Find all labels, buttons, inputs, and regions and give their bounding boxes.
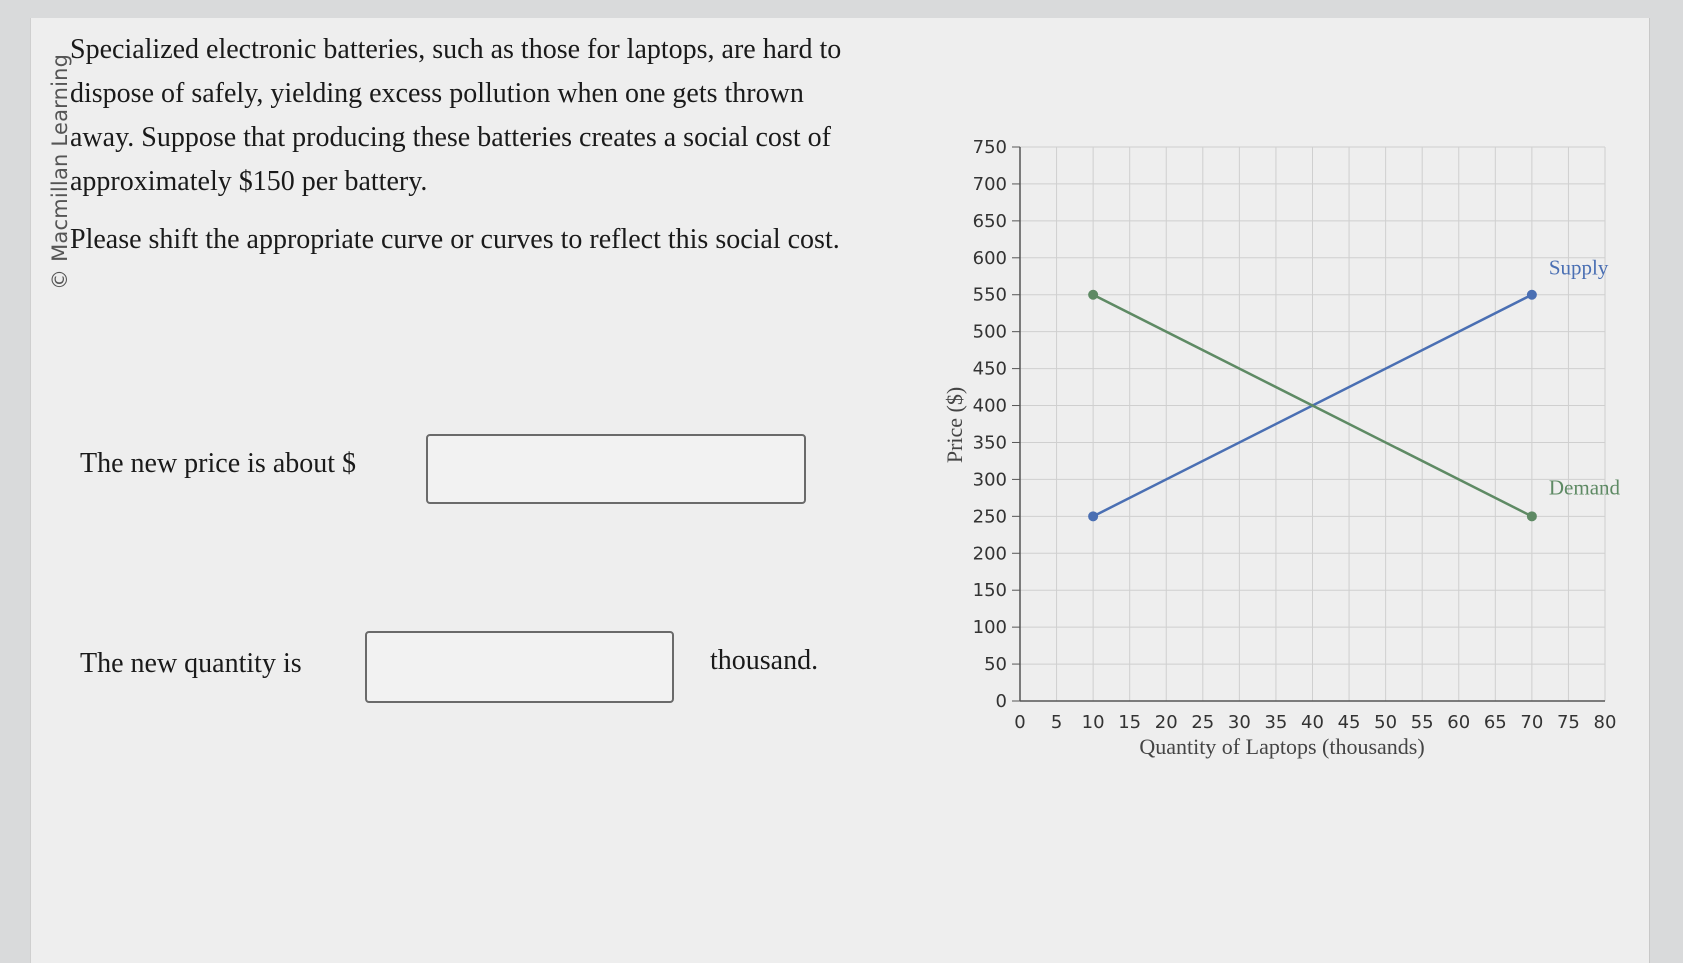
y-axis-ticks bbox=[973, 137, 1020, 712]
x-tick-label: 30 bbox=[1227, 712, 1251, 733]
chart-grid bbox=[1020, 147, 1605, 701]
y-tick-label: 550 bbox=[972, 284, 1007, 306]
y-tick-label: 50 bbox=[984, 654, 1007, 676]
quantity-label: The new quantity is bbox=[80, 648, 302, 679]
y-tick-label: 600 bbox=[972, 247, 1007, 269]
x-axis-title: Quantity of Laptops (thousands) bbox=[1139, 734, 1425, 759]
x-tick-label: 75 bbox=[1556, 712, 1580, 733]
quantity-input[interactable] bbox=[365, 631, 674, 703]
y-tick-label: 500 bbox=[972, 321, 1007, 343]
quantity-unit-label: thousand. bbox=[710, 645, 819, 676]
x-tick-label: 35 bbox=[1264, 712, 1288, 733]
demand-handle-point[interactable] bbox=[1527, 511, 1537, 521]
supply-handle-point[interactable] bbox=[1527, 290, 1537, 300]
price-label: The new price is about $ bbox=[80, 448, 357, 479]
demand-curve-label: Demand bbox=[1548, 475, 1621, 500]
y-tick-label: 0 bbox=[995, 691, 1007, 712]
x-tick-label: 80 bbox=[1593, 712, 1617, 733]
x-tick-label: 60 bbox=[1447, 712, 1471, 733]
x-tick-label: 50 bbox=[1374, 712, 1398, 733]
chart-series bbox=[1088, 256, 1620, 522]
y-tick-label: 100 bbox=[972, 617, 1007, 639]
x-tick-label: 55 bbox=[1410, 712, 1434, 733]
question-paragraph-1: Specialized electronic batteries, such as those for laptops, are hard to dispose of safely, yielding excess pollution when one gets thrown away. Suppose that producing these batteries creates a social cost of approximately $150 per battery. bbox=[70, 34, 842, 197]
y-tick-label: 350 bbox=[972, 432, 1007, 454]
question-paragraph-2: Please shift the appropriate curve or curves to reflect this social cost. bbox=[70, 224, 840, 255]
x-tick-label: 65 bbox=[1483, 712, 1507, 733]
x-tick-label: 0 bbox=[1014, 712, 1026, 733]
y-tick-label: 450 bbox=[972, 358, 1007, 380]
y-tick-label: 650 bbox=[972, 210, 1007, 232]
y-tick-label: 250 bbox=[972, 506, 1007, 528]
y-axis-title: Price ($) bbox=[942, 386, 967, 464]
x-tick-label: 25 bbox=[1191, 712, 1215, 733]
supply-handle-point[interactable] bbox=[1088, 511, 1098, 521]
price-input[interactable] bbox=[426, 434, 806, 504]
supply-demand-chart bbox=[925, 125, 1645, 775]
x-tick-label: 40 bbox=[1301, 712, 1324, 733]
x-tick-label: 20 bbox=[1154, 712, 1178, 733]
demand-handle-point[interactable] bbox=[1088, 290, 1098, 300]
copyright-notice: © Macmillan Learning bbox=[48, 53, 72, 290]
supply-curve-label: Supply bbox=[1548, 255, 1609, 280]
y-tick-label: 750 bbox=[972, 137, 1007, 158]
x-tick-label: 45 bbox=[1337, 712, 1361, 733]
y-tick-label: 400 bbox=[972, 395, 1007, 417]
y-tick-label: 200 bbox=[972, 543, 1007, 565]
x-tick-label: 15 bbox=[1118, 712, 1142, 733]
y-tick-label: 300 bbox=[972, 469, 1007, 491]
y-tick-label: 700 bbox=[972, 173, 1007, 195]
y-tick-label: 150 bbox=[972, 580, 1007, 602]
x-tick-label: 5 bbox=[1050, 712, 1063, 733]
question-text bbox=[70, 28, 850, 262]
x-tick-label: 70 bbox=[1520, 712, 1544, 733]
x-tick-label: 10 bbox=[1081, 712, 1105, 733]
x-axis-ticks bbox=[1014, 712, 1616, 733]
